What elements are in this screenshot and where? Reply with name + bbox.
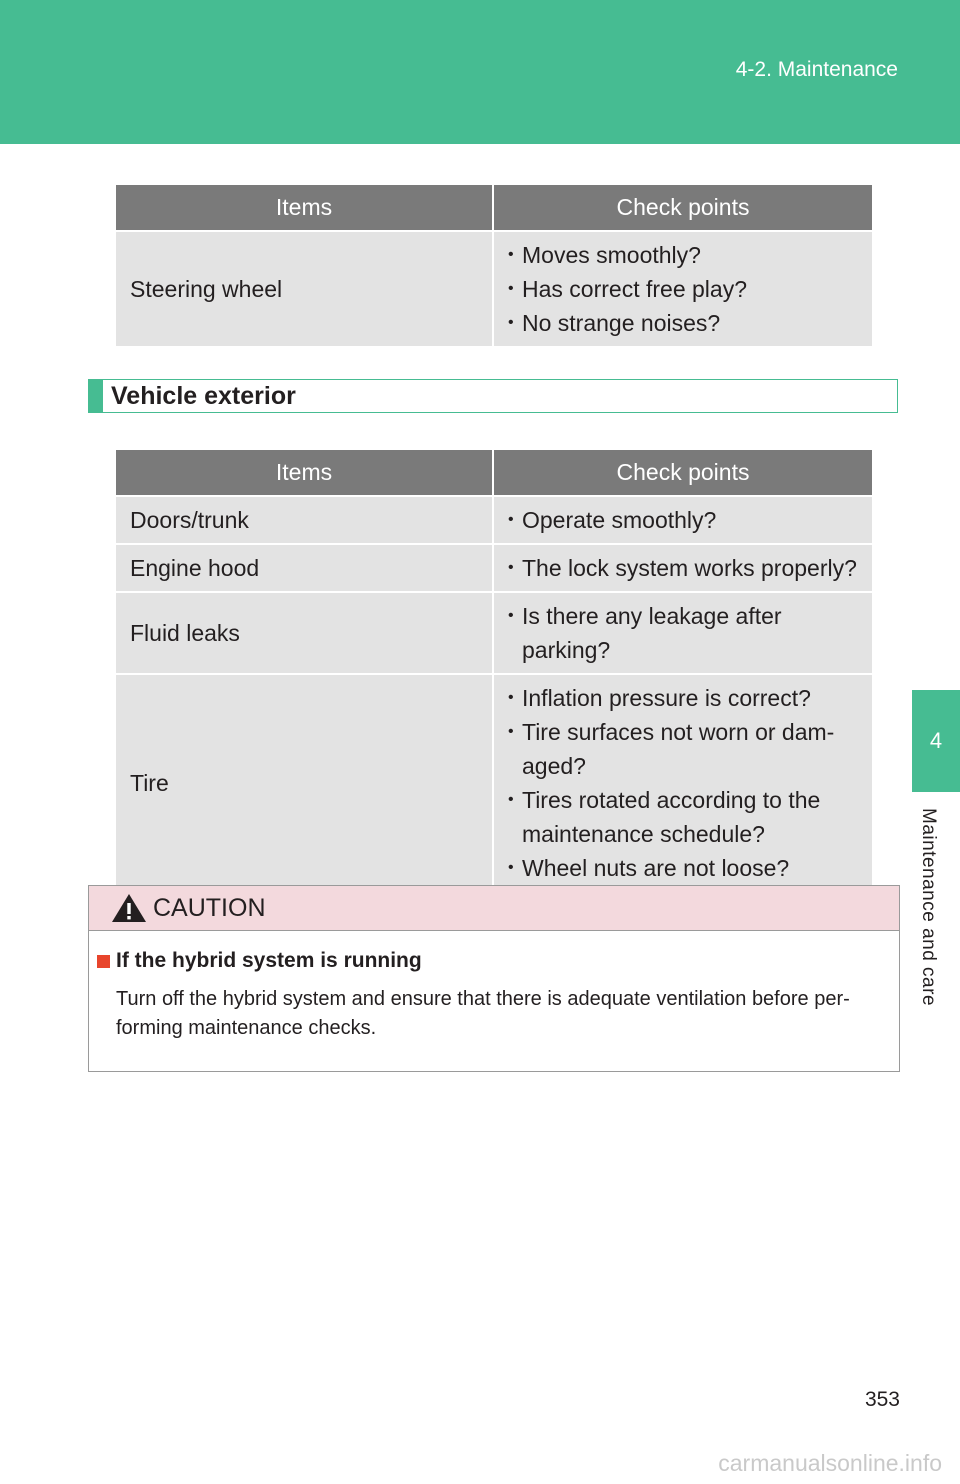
watermark: carmanualsonline.info — [718, 1450, 942, 1476]
caution-box — [88, 885, 900, 1072]
check-point: • Tires rotated according to the maintenance schedule? — [508, 783, 862, 851]
check-point: • Inflation pressure is correct? — [508, 681, 862, 715]
table-row — [116, 231, 872, 347]
check-point: • Tire surfaces not worn or dam-aged? — [508, 715, 862, 783]
table-header-row — [116, 450, 872, 496]
header-check-points: Check points — [493, 185, 872, 231]
row-points — [493, 496, 872, 544]
caution-label: CAUTION — [153, 893, 266, 922]
exterior-table — [116, 450, 872, 893]
row-item: Engine hood — [116, 544, 493, 592]
check-point: • Is there any leakage after parking? — [508, 599, 862, 667]
square-bullet-icon — [97, 955, 110, 968]
chapter-label: Maintenance and care — [918, 808, 939, 1007]
table-row — [116, 674, 872, 892]
row-points — [493, 592, 872, 674]
chapter-number: 4 — [929, 728, 943, 753]
row-item: Fluid leaks — [116, 592, 493, 674]
page-number: 353 — [864, 1388, 900, 1411]
caution-subheading-text: If the hybrid system is running — [116, 949, 422, 972]
heading-title: Vehicle exterior — [111, 381, 296, 410]
page-header — [0, 0, 960, 144]
row-points — [493, 674, 872, 892]
table-header-row — [116, 185, 872, 231]
caution-body — [89, 931, 899, 1043]
check-point: • Operate smoothly? — [508, 503, 862, 537]
caution-subheading — [97, 949, 889, 973]
caution-text: Turn off the hybrid system and ensure that there is adequate ventilation before per-forming maintenance checks. — [116, 988, 850, 1039]
row-points — [493, 231, 872, 347]
row-item: Doors/trunk — [116, 496, 493, 544]
header-items: Items — [116, 185, 493, 231]
check-point: • The lock system works properly? — [508, 551, 862, 585]
steering-table — [116, 185, 872, 348]
table-row — [116, 544, 872, 592]
chapter-tab[interactable] — [912, 690, 960, 792]
section-heading — [88, 379, 898, 413]
check-point: • No strange noises? — [508, 306, 862, 340]
check-point: • Wheel nuts are not loose? — [508, 851, 862, 885]
table-row — [116, 592, 872, 674]
row-item: Tire — [116, 674, 493, 892]
header-items: Items — [116, 450, 493, 496]
section-title: 4-2. Maintenance — [735, 58, 898, 81]
row-points — [493, 544, 872, 592]
table-row — [116, 496, 872, 544]
check-point: • Has correct free play? — [508, 272, 862, 306]
header-check-points: Check points — [493, 450, 872, 496]
warning-icon — [111, 893, 147, 923]
caution-header — [89, 886, 899, 931]
heading-accent-bar — [89, 380, 103, 412]
check-point: • Moves smoothly? — [508, 238, 862, 272]
row-item: Steering wheel — [116, 231, 493, 347]
